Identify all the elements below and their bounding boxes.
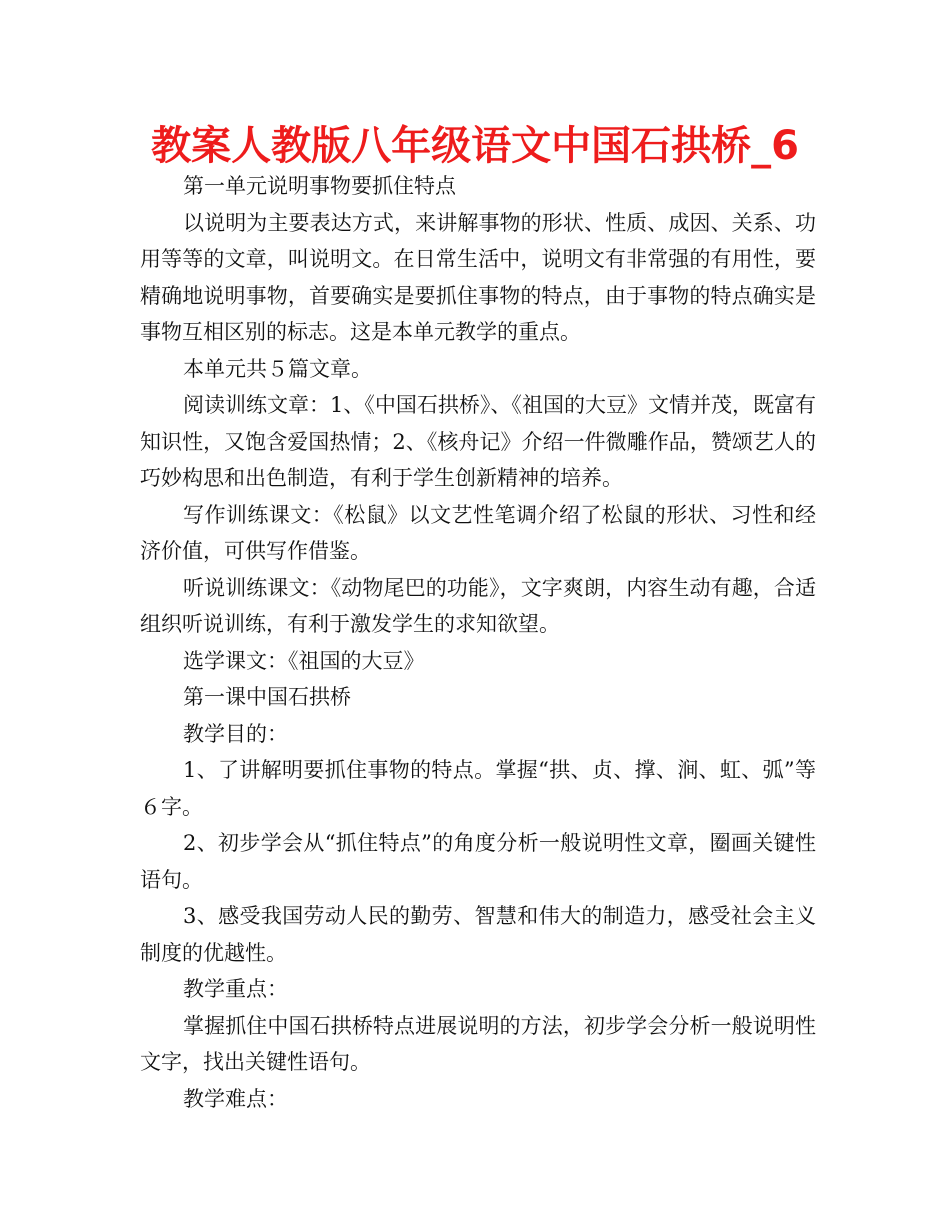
paragraph-writing-training: 写作训练课文：《松鼠》以文艺性笔调介绍了松鼠的形状、习性和经济价值，可供写作借鉴。 — [140, 502, 816, 563]
paragraph-listening-training: 听说训练课文：《动物尾巴的功能》，文字爽朗，内容生动有趣，合适组织听说训练，有利于激发学生的求知欲望。 — [140, 575, 816, 636]
teaching-goals-label: 教学目的： — [183, 721, 288, 746]
document-title: 教案人教版八年级语文中国石拱桥_6 — [151, 123, 799, 169]
teaching-goal-2: 2、初步学会从“抓住特点”的角度分析一般说明性文章，圈画关键性语句。 — [140, 831, 816, 892]
teaching-focus-label: 教学重点： — [183, 977, 288, 1001]
paragraph-reading-training: 阅读训练文章：1、《中国石拱桥》、《祖国的大豆》文情并茂，既富有知识性，又饱含爱国热情；2、《核舟记》介绍一件微雕作品，赞颂艺人的巧妙构思和出色制造，有利于学生创新精神的培养。 — [140, 393, 816, 490]
paragraph-elective: 选学课文：《祖国的大豆》 — [183, 648, 425, 673]
section-heading: 第一单元说明事物要抓住特点 — [183, 174, 456, 198]
lesson-heading: 第一课中国石拱桥 — [183, 685, 351, 709]
document-body — [140, 168, 816, 1117]
paragraph-definition: 以说明为主要表达方式，来讲解事物的形状、性质、成因、关系、功用等等的文章，叫说明文。在日常生活中，说明文有非常强的有用性，要精确地说明事物，首要确实是要抓住事物的特点，由于事物的特点确实是事物互相区别的标志。这是本单元教学的重点。 — [140, 210, 816, 344]
teaching-difficulty-label: 教学难点： — [183, 1086, 288, 1111]
paragraph-article-count: 本单元共５篇文章。 — [183, 356, 372, 381]
teaching-goal-3: 3、感受我国劳动人民的勤劳、智慧和伟大的制造力，感受社会主义制度的优越性。 — [140, 904, 816, 965]
teaching-goal-1: 1、了讲解明要抓住事物的特点。掌握“拱、贞、撑、涧、虹、弧”等６字。 — [140, 758, 816, 819]
teaching-focus-text: 掌握抓住中国石拱桥特点进展说明的方法，初步学会分析一般说明性文字，找出关键性语句。 — [140, 1013, 816, 1074]
